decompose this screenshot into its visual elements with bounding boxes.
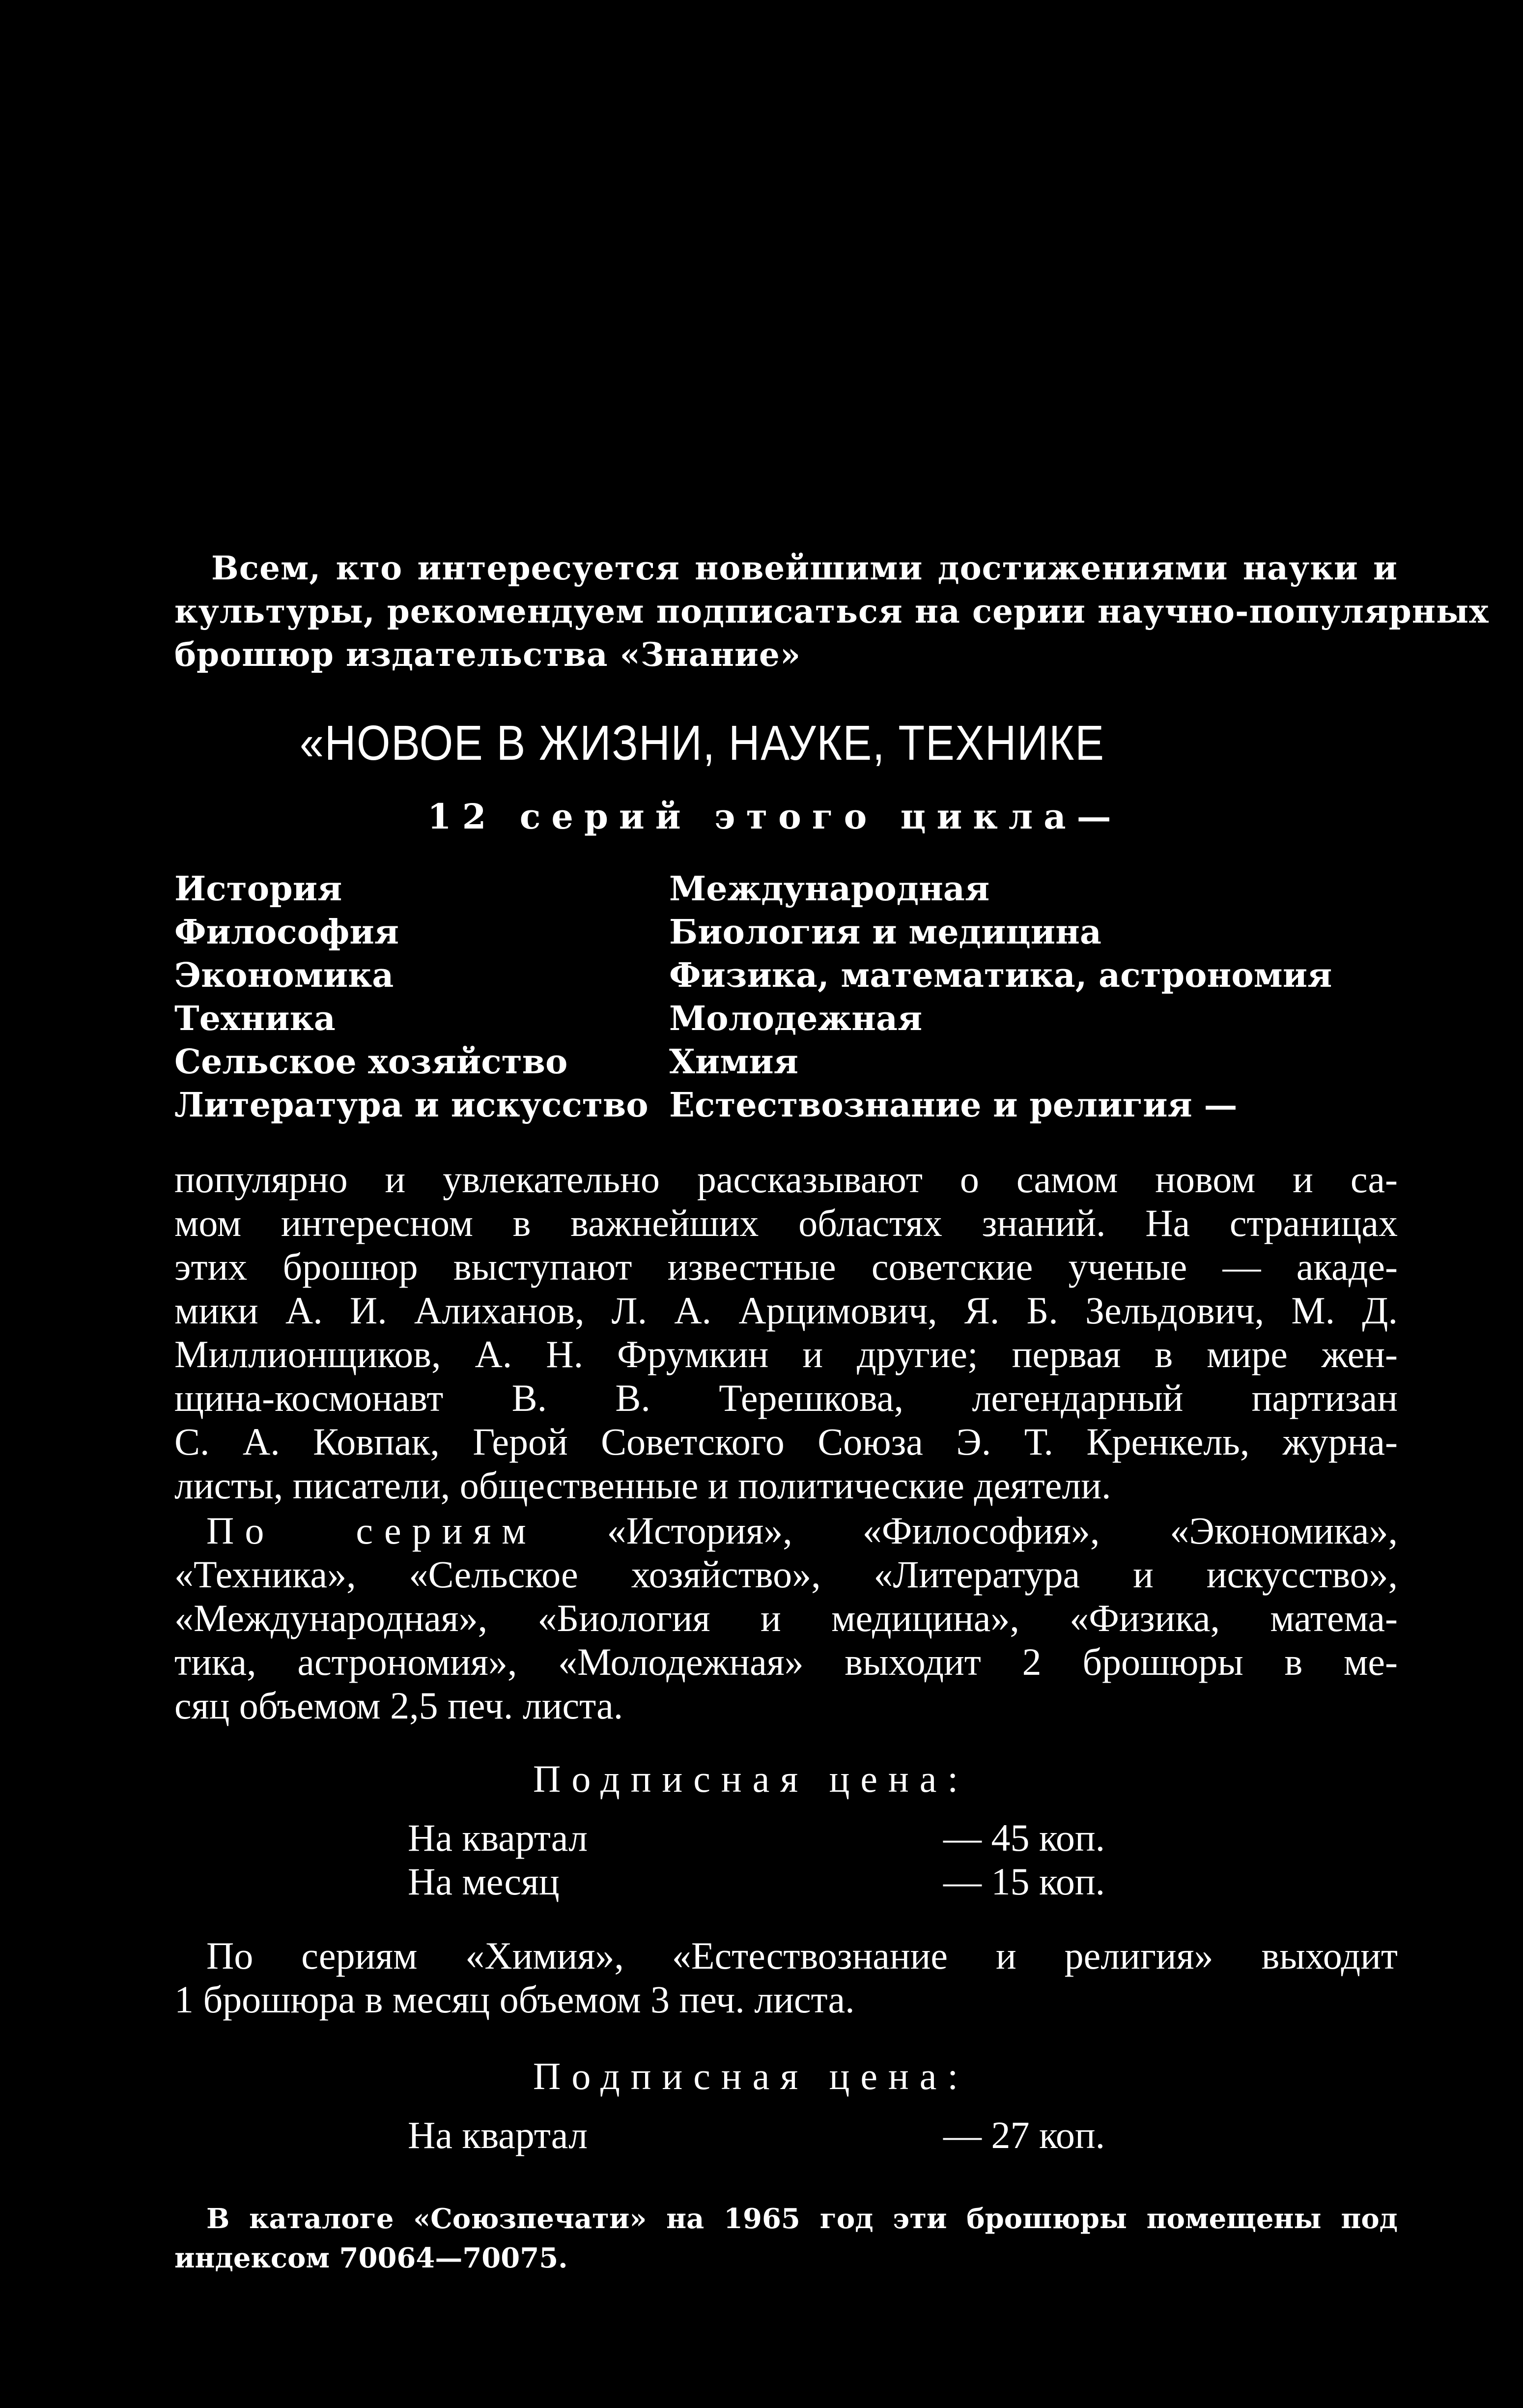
body-line: С. А. Ковпак, Герой Советского Союза Э. Т. Кренкель, журна-: [174, 1420, 1398, 1463]
series-item: Сельское хозяйство: [174, 1042, 568, 1082]
price-value: — 15 коп.: [943, 1860, 1105, 1903]
intro-paragraph: [174, 546, 1489, 676]
series-heading: «НОВОЕ В ЖИЗНИ, НАУКЕ, ТЕХНИКЕ: [300, 716, 1105, 771]
schedule-paragraph-2: [174, 1934, 1398, 2021]
intro-line: культуры, рекомендуем подписаться на серии научно-популярных: [174, 592, 1489, 631]
series-item: История: [174, 869, 342, 909]
price-label: На квартал: [408, 1816, 588, 1859]
footer-line: индексом 70064—70075.: [174, 2242, 568, 2274]
series-item: Международная: [669, 869, 990, 909]
body-line: популярно и увлекательно рассказывают о самом новом и са-: [174, 1158, 1398, 1201]
price-value: — 45 коп.: [943, 1816, 1105, 1859]
footer-line: В каталоге «Союзпечати» на 1965 год эти брошюры помещены под: [206, 2203, 1398, 2235]
intro-line: Всем, кто интересуется новейшими достижениями науки и: [211, 549, 1398, 587]
body-line: 1 брошюра в месяц объемом 3 печ. листа.: [174, 1978, 855, 2021]
description-paragraph: [174, 1157, 1398, 1507]
price-title: Подписная цена:: [533, 1757, 969, 1800]
price-title: Подписная цена:: [533, 2055, 969, 2097]
body-line: мом интересном в важнейших областях знаний. На страницах: [174, 1202, 1398, 1244]
body-line: Миллионщиков, А. Н. Фрумкин и другие; первая в мире жен-: [174, 1333, 1398, 1376]
body-line-text: «История», «Философия», «Экономика»,: [607, 1509, 1398, 1552]
series-item: Химия: [669, 1042, 798, 1082]
series-item: Литература и искусство: [174, 1086, 649, 1125]
series-subheading: 12 серий этого цикла—: [427, 796, 1122, 837]
body-line: По сериям «Химия», «Естествознание и религия» выходит: [206, 1934, 1398, 1977]
body-line: тика, астрономия», «Молодежная» выходит 2 брошюры в ме-: [174, 1640, 1398, 1683]
body-line: этих брошюр выступают известные советские ученые — акаде-: [174, 1245, 1398, 1288]
body-line: «Международная», «Биология и медицина», «Физика, матема-: [174, 1597, 1398, 1639]
series-list-left: [174, 867, 649, 1127]
series-item: Биология и медицина: [669, 913, 1101, 952]
price-label: На квартал: [408, 2114, 588, 2156]
price-label: На месяц: [408, 1860, 560, 1903]
spaced-lead: По сериям: [206, 1509, 537, 1552]
series-list-right: [669, 867, 1332, 1127]
body-line: сяц объемом 2,5 печ. листа.: [174, 1684, 623, 1727]
body-line: мики А. И. Алиханов, Л. А. Арцимович, Я. Б. Зельдович, М. Д.: [174, 1289, 1398, 1332]
price-value: — 27 коп.: [943, 2114, 1105, 2156]
series-item: Молодежная: [669, 999, 923, 1038]
series-item: Техника: [174, 999, 336, 1038]
body-line: «Техника», «Сельское хозяйство», «Литература и искусство»,: [174, 1553, 1398, 1596]
intro-line: брошюр издательства «Знание»: [174, 635, 801, 674]
series-item: Физика, математика, астрономия: [669, 956, 1332, 995]
catalog-note: [174, 2199, 1398, 2278]
schedule-paragraph: [174, 1509, 1398, 1727]
body-line: щина-космонавт В. В. Терешкова, легендарный партизан: [174, 1376, 1398, 1419]
series-item: Естествознание и религия —: [669, 1086, 1238, 1125]
series-item: Экономика: [174, 956, 394, 995]
body-line: [174, 1509, 1398, 1552]
body-line: листы, писатели, общественные и политические деятели.: [174, 1464, 1111, 1507]
series-item: Философия: [174, 913, 399, 952]
